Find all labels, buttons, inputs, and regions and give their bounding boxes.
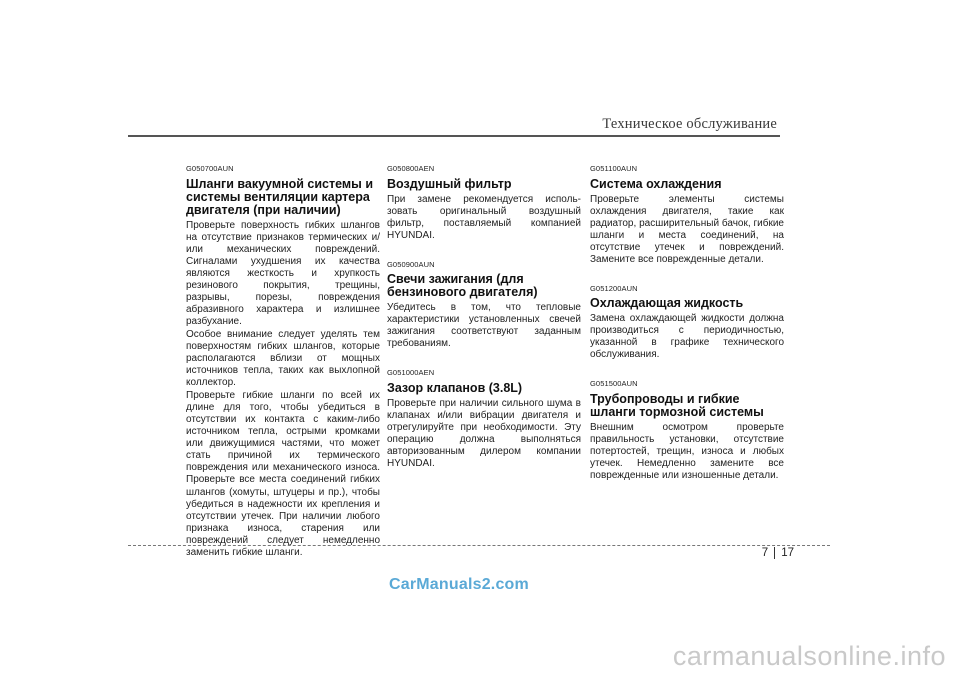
section-cooling-system	[590, 165, 784, 266]
section-code: G050800AEN	[387, 164, 435, 173]
column-3	[590, 165, 784, 501]
page-number	[762, 547, 794, 559]
column-1	[186, 165, 380, 578]
section-code: G050900AUN	[387, 259, 435, 269]
section-paragraph: При замене рекомендуется исполь-зовать оригинальный воздушный фильтр, поставляемый компанией HYUNDAI.	[387, 193, 581, 241]
section-paragraph: Проверьте поверхность гибких шлангов на отсутствие признаков термических и/или механических повреждений. Сигналами ухудшения их качества являются жесткость и хрупкость резинового покрытия, трещины, разрывы, порезы, повреждения абразивного характера и излишнее разбухание.	[186, 219, 380, 327]
section-code: G051500AUN	[590, 379, 638, 389]
section-heading: Трубопроводы и гибкие шланги тормозной системы	[590, 391, 764, 419]
section-paragraph: Особое внимание следует уделять тем поверхностям гибких шлангов, которые располагаются вблизи от мощных источников тепла, таких как выхлопной коллектор.	[186, 328, 380, 389]
section-coolant	[590, 285, 784, 362]
section-code: G050700AUN	[186, 164, 234, 173]
section-paragraph: Убедитесь в том, что тепловые характеристики установленных свечей зажигания соответствуют заданным требованиям.	[387, 302, 581, 350]
section-heading: Свечи зажигания (для бензинового двигателя)	[387, 272, 538, 300]
section-paragraph: Проверьте элементы системы охлаждения двигателя, такие как радиатор, расширительный бачок, гибкие шланги и места соединений, на отсутствие утечек и повреждений. Замените все поврежденные детали.	[590, 193, 784, 265]
section-paragraph: Проверьте при наличии сильного шума в клапанах и/или вибрации двигателя и отрегулируйте при необходимости. Эту операцию должна выполняться авторизованным дилером компании HYUNDAI.	[387, 397, 581, 470]
section-heading: Шланги вакуумной системы и системы вентиляции картера двигателя (при наличии)	[186, 176, 373, 217]
section-valve-clearance	[387, 369, 581, 470]
section-code: G051000AEN	[387, 368, 435, 378]
column-2	[387, 165, 581, 489]
section-heading: Зазор клапанов (3.8L)	[387, 380, 523, 395]
section-brake-lines	[590, 380, 784, 482]
section-vacuum-hoses	[186, 165, 380, 559]
section-heading: Охлаждающая жидкость	[590, 296, 744, 311]
watermark-carmanualsonline: carmanualsonline.info	[672, 641, 946, 671]
chapter-number: 7	[761, 547, 769, 559]
section-heading: Воздушный фильтр	[387, 176, 512, 191]
section-paragraph: Замена охлаждающей жидкости должна производиться с периодичностью, указанной в графике технического обслуживания.	[590, 313, 784, 361]
section-heading: Система охлаждения	[590, 176, 722, 191]
page-number-value: 17	[781, 547, 794, 559]
section-paragraph: Внешним осмотром проверьте правильность установки, отсутствие потертостей, трещин, износа и любых утечек. Немедленно замените все поврежденные или изношенные детали.	[590, 421, 784, 482]
page-header-title: Техническое обслуживание	[602, 116, 777, 132]
section-paragraph: Проверьте гибкие шланги по всей их длине для того, чтобы убедиться в отсутствии их контакта с каким-либо источником тепла, острыми кромками или движущимися частями, что может стать причиной их термического повреждения или механического износа. Проверьте все места соединений гибких шлангов (хомуты, штуцеры и пр.), чтобы убедиться в надежности их крепления и отсутствии утечек. При наличии любого признака износа, старения или повреждений следует немедленно заменить гибкие шланги.	[186, 390, 380, 558]
section-code: G051100AUN	[590, 164, 638, 173]
section-air-filter	[387, 165, 581, 242]
section-spark-plugs	[387, 261, 581, 351]
watermark-carmanuals2[interactable]: CarManuals2.com	[389, 576, 529, 593]
page-number-separator	[774, 547, 775, 559]
footer-divider	[128, 545, 830, 546]
section-code: G051200AUN	[590, 283, 638, 293]
header-divider	[128, 135, 780, 137]
